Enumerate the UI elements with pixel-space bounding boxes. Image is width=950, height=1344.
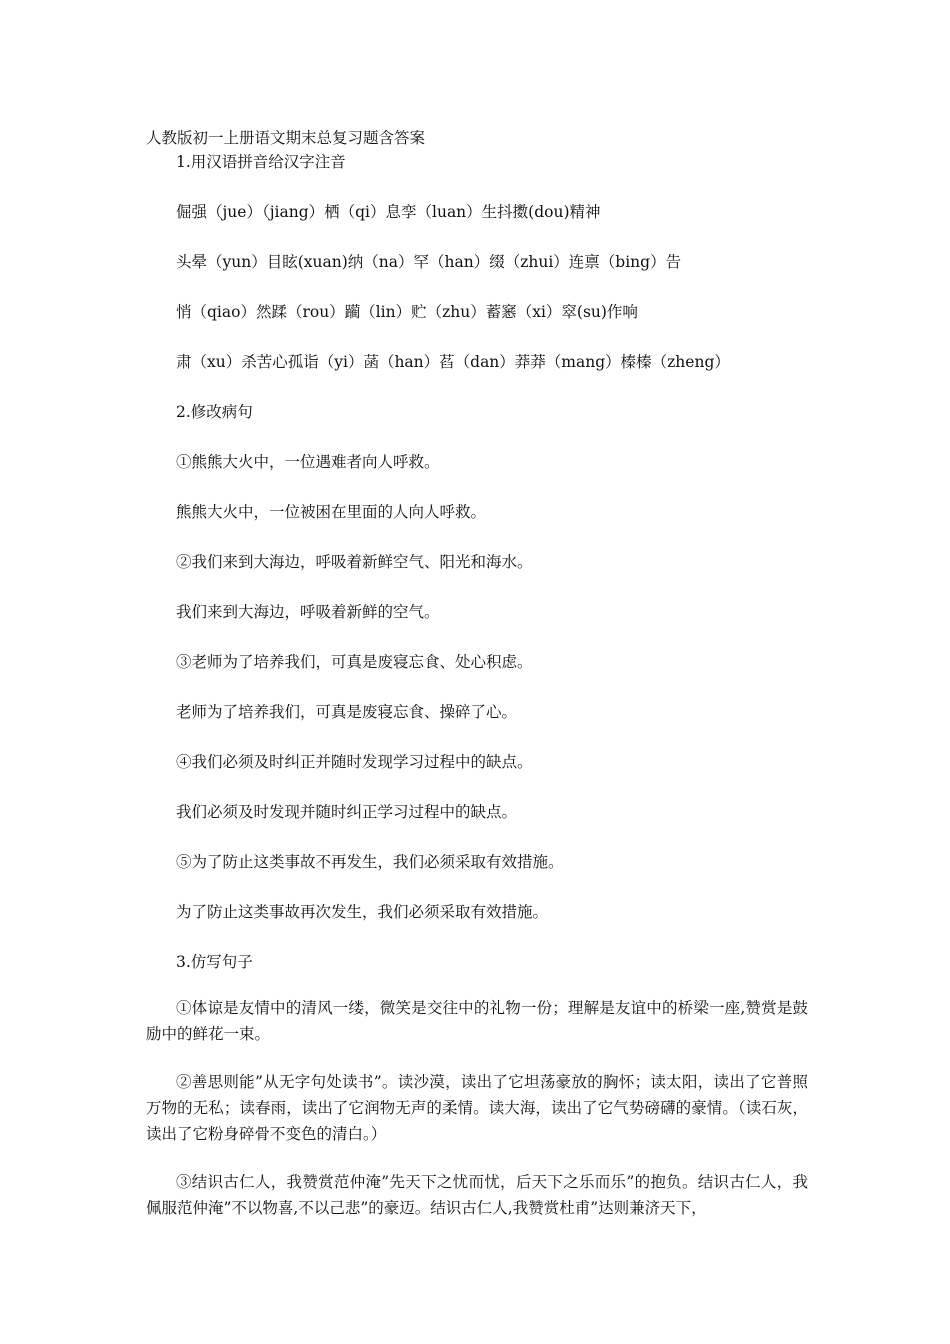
faulty-sentence: ②我们来到大海边，呼吸着新鲜空气、阳光和海水。: [176, 553, 533, 571]
imitation-paragraph: ①体谅是友情中的清风一缕，微笑是交往中的礼物一份；理解是友谊中的桥梁一座,赞赏是鼓励中的鲜花一束。: [146, 999, 808, 1043]
pinyin-line: 肃（xu）杀苦心孤诣（yi）菡（han）萏（dan）莽莽（mang）榛榛（zheng）: [176, 353, 730, 371]
pinyin-line: 倔强（jue）（jiang）栖（qi）息孪（luan）生抖擞(dou)精神: [176, 203, 601, 221]
corrected-sentence: 为了防止这类事故再次发生，我们必须采取有效措施。: [176, 903, 549, 921]
faulty-sentence: ⑤为了防止这类事故不再发生，我们必须采取有效措施。: [176, 853, 564, 871]
document-title: 人教版初一上册语文期末总复习题含答案: [146, 129, 426, 147]
pinyin-line: 头晕（yun）目眩(xuan)纳（na）罕（han）缀（zhui）连禀（bing）告: [176, 253, 682, 271]
corrected-sentence: 熊熊大火中，一位被困在里面的人向人呼救。: [176, 503, 487, 521]
faulty-sentence: ①熊熊大火中，一位遇难者向人呼救。: [176, 453, 440, 471]
imitation-paragraph: ②善思则能”从无字句处读书”。读沙漠，读出了它坦荡豪放的胸怀；读太阳，读出了它普照万物的无私；读春雨，读出了它润物无声的柔情。读大海，读出了它气势磅礴的豪情。（读石灰，读出了它粉身碎骨不变色的清白。）: [146, 1073, 808, 1143]
faulty-sentence: ③老师为了培养我们，可真是废寝忘食、处心积虑。: [176, 653, 533, 671]
section-heading-sentence-correction: 2.修改病句: [176, 403, 253, 421]
corrected-sentence: 我们必须及时发现并随时纠正学习过程中的缺点。: [176, 803, 518, 821]
faulty-sentence: ④我们必须及时纠正并随时发现学习过程中的缺点。: [176, 753, 533, 771]
section-heading-imitation: 3.仿写句子: [176, 953, 253, 971]
section-heading-pinyin: 1.用汉语拼音给汉字注音: [176, 153, 346, 171]
imitation-paragraph: ③结识古仁人，我赞赏范仲淹”先天下之忧而忧，后天下之乐而乐”的抱负。结识古仁人，我佩服范仲淹”不以物喜,不以己悲”的豪迈。结识古仁人,我赞赏杜甫”达则兼济天下，: [146, 1173, 808, 1217]
corrected-sentence: 老师为了培养我们，可真是废寝忘食、操碎了心。: [176, 703, 518, 721]
corrected-sentence: 我们来到大海边，呼吸着新鲜的空气。: [176, 603, 440, 621]
pinyin-line: 悄（qiao）然蹂（rou）躏（lin）贮（zhu）蓄窸（xi）窣(su)作响: [176, 303, 638, 321]
